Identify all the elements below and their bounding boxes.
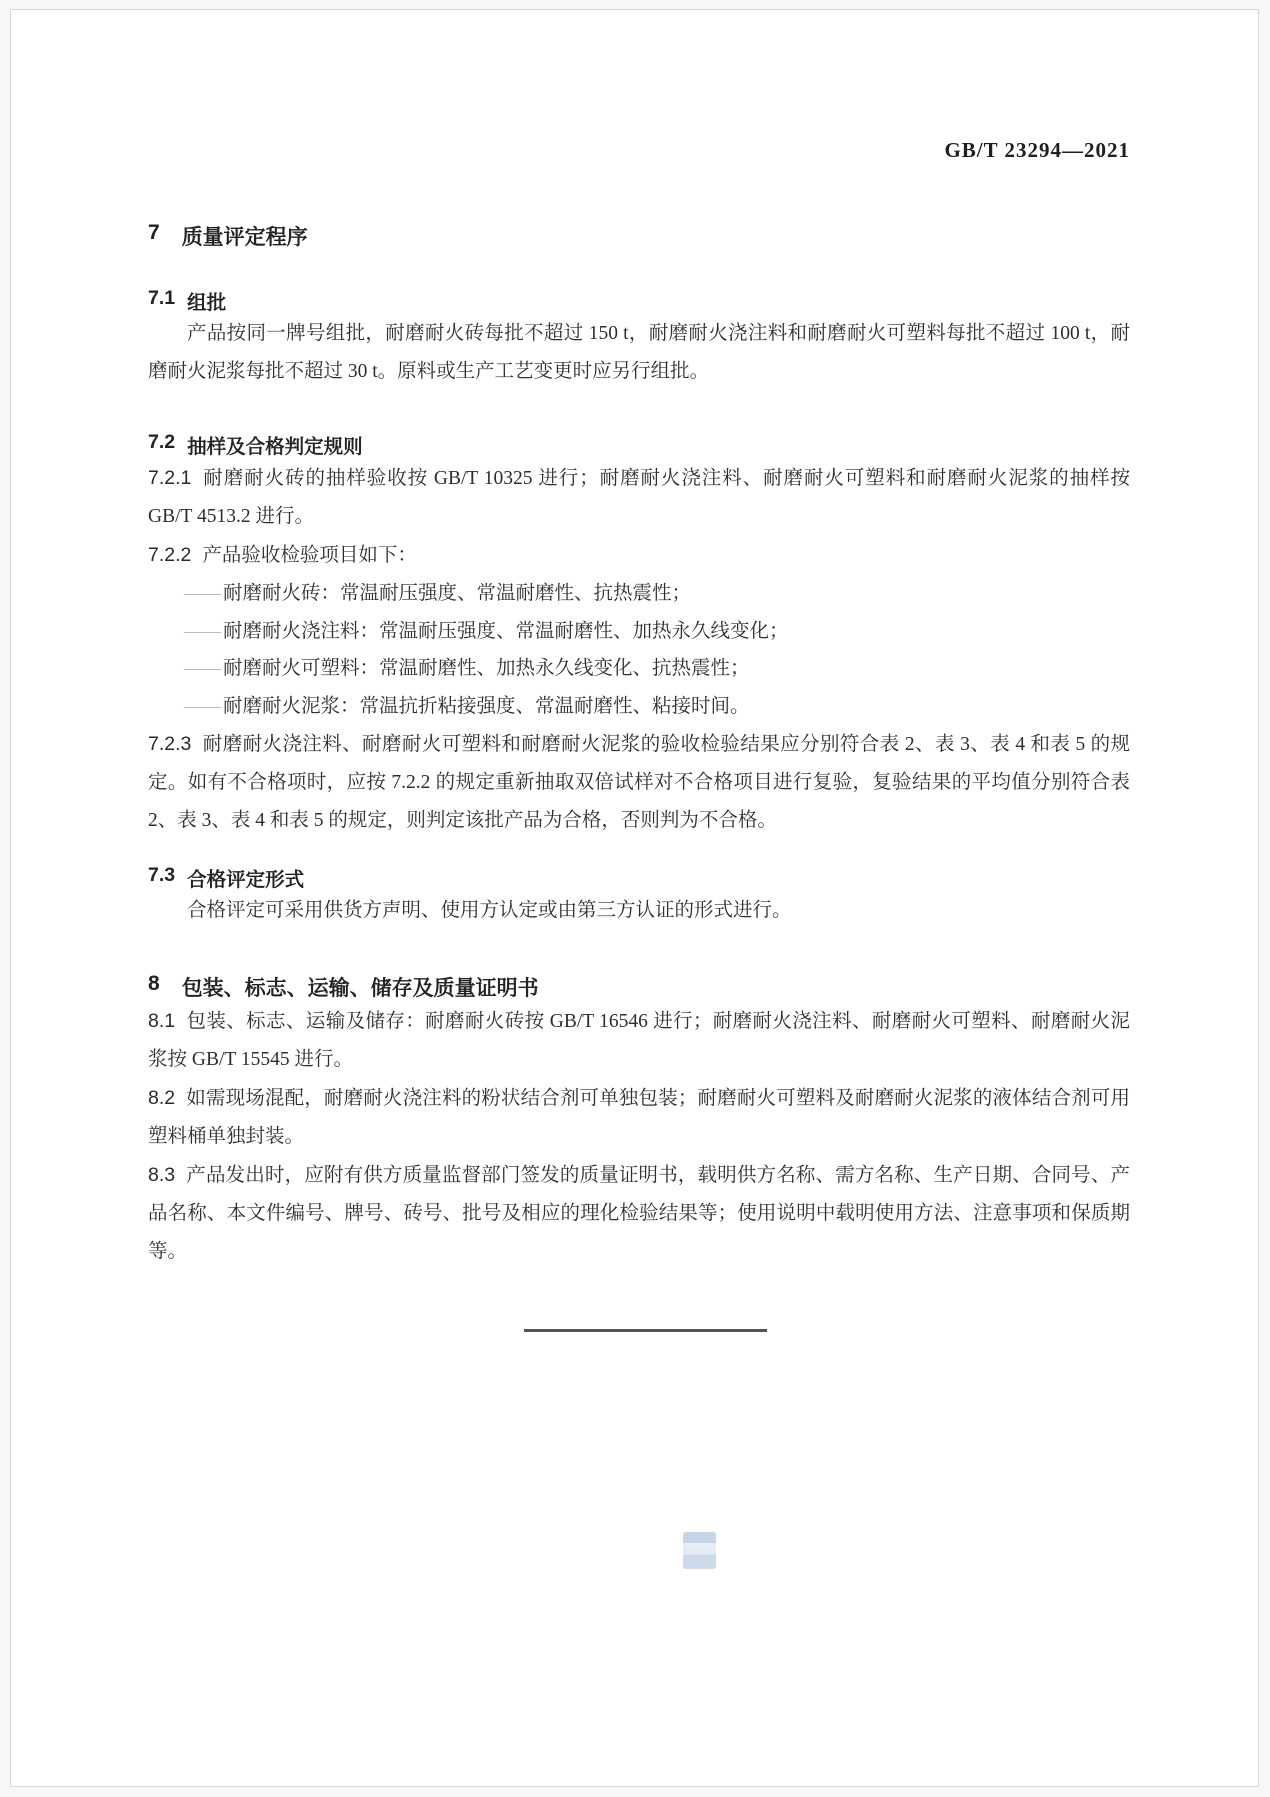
list-item <box>184 650 1130 688</box>
clause-8-3-number: 8.3 <box>148 1164 176 1186</box>
verification-item-list <box>148 575 1130 725</box>
clause-7-2-3-paragraph <box>148 725 1130 840</box>
clause-7-2-1-text: 耐磨耐火砖的抽样验收按 GB/T 10325 进行；耐磨耐火浇注料、耐磨耐火可塑料和耐磨耐火泥浆的抽样按 GB/T 4513.2 进行。 <box>148 468 1130 527</box>
end-of-document-rule <box>524 1329 767 1332</box>
clause-8-heading <box>148 972 1130 1002</box>
clause-8-title: 包装、标志、运输、储存及质量证明书 <box>181 977 539 1000</box>
clause-7-3-heading <box>148 864 1130 892</box>
clause-7-2-2-text: 产品验收检验项目如下： <box>202 545 417 566</box>
clause-7-number: 7 <box>148 221 160 244</box>
clause-7-3-title: 合格评定形式 <box>187 869 305 891</box>
clause-8-3-paragraph <box>148 1156 1130 1271</box>
list-item-text: 耐磨耐火浇注料：常温耐压强度、常温耐磨性、加热永久线变化； <box>223 620 789 642</box>
clause-8-1-number: 8.1 <box>148 1010 176 1032</box>
clause-8-number: 8 <box>148 972 160 995</box>
clause-8-2-number: 8.2 <box>148 1087 176 1109</box>
clause-7-2-1-paragraph <box>148 459 1130 536</box>
clause-7-1-paragraph: 产品按同一牌号组批，耐磨耐火砖每批不超过 150 t，耐磨耐火浇注料和耐磨耐火可塑料每批不超过 100 t，耐磨耐火泥浆每批不超过 30 t。原料或生产工艺变更时应另行组批。 <box>148 323 1130 382</box>
dash-bullet: —— <box>184 658 219 679</box>
clause-7-2-3-text: 耐磨耐火浇注料、耐磨耐火可塑料和耐磨耐火泥浆的验收检验结果应分别符合表 2、表 3、表 4 和表 5 的规定。如有不合格项时，应按 7.2.2 的规定重新抽取双倍试样对不合格项目进行复验，复验结果的平均值分别符合表 2、表 3、表 4 和表 5 的规定，则判定该批产品为合格，否则判为不合格。 <box>148 734 1130 831</box>
clause-7-2-1-number: 7.2.1 <box>148 467 192 489</box>
clause-7-3-number: 7.3 <box>148 864 176 886</box>
clause-7-2-heading <box>148 431 1130 459</box>
clause-7-title: 质量评定程序 <box>181 226 308 249</box>
clause-7-1-number: 7.1 <box>148 287 176 309</box>
clause-7-1-title: 组批 <box>187 292 227 314</box>
page-sheet <box>10 9 1259 1787</box>
standard-code-header: GB/T 23294—2021 <box>944 138 1130 162</box>
clause-8-3-text: 产品发出时，应附有供方质量监督部门签发的质量证明书，载明供方名称、需方名称、生产日期、合同号、产品名称、本文件编号、牌号、砖号、批号及相应的理化检验结果等；使用说明中载明使用方法、注意事项和保质期等。 <box>148 1165 1130 1262</box>
list-item-text: 耐磨耐火砖：常温耐压强度、常温耐磨性、抗热震性； <box>223 583 692 604</box>
list-item <box>184 688 1130 726</box>
list-item <box>184 575 1130 613</box>
dash-bullet: —— <box>184 583 219 604</box>
clause-7-heading <box>148 221 1130 251</box>
list-item-text: 耐磨耐火泥浆：常温抗折粘接强度、常温耐磨性、粘接时间。 <box>223 695 750 717</box>
dash-bullet: —— <box>184 620 219 642</box>
dash-bullet: —— <box>184 695 219 717</box>
clause-7-3-paragraph: 合格评定可采用供货方声明、使用方认定或由第三方认证的形式进行。 <box>187 900 792 921</box>
clause-7-2-number: 7.2 <box>148 431 176 453</box>
clause-8-1-text: 包装、标志、运输及储存：耐磨耐火砖按 GB/T 16546 进行；耐磨耐火浇注料、耐磨耐火可塑料、耐磨耐火泥浆按 GB/T 15545 进行。 <box>148 1011 1130 1070</box>
clause-7-2-2-paragraph <box>148 536 1130 575</box>
clause-7-2-title: 抽样及合格判定规则 <box>187 436 363 458</box>
clause-8-2-text: 如需现场混配，耐磨耐火浇注料的粉状结合剂可单独包装；耐磨耐火可塑料及耐磨耐火泥浆的液体结合剂可用塑料桶单独封装。 <box>148 1088 1130 1147</box>
clause-7-2-3-number: 7.2.3 <box>148 733 192 755</box>
clause-8-2-paragraph <box>148 1079 1130 1156</box>
clause-7-2-2-number: 7.2.2 <box>148 544 192 566</box>
clause-7-1-heading <box>148 287 1130 315</box>
document-content <box>148 10 1130 1332</box>
watermark-stamp <box>683 1532 716 1569</box>
list-item-text: 耐磨耐火可塑料：常温耐磨性、加热永久线变化、抗热震性； <box>223 658 750 679</box>
clause-8-1-paragraph <box>148 1002 1130 1079</box>
list-item <box>184 613 1130 651</box>
